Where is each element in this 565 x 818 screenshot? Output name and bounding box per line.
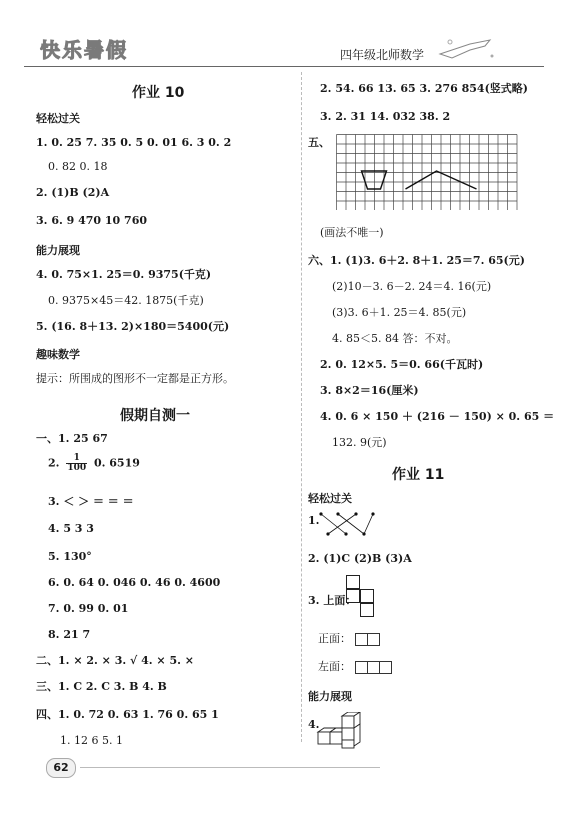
hw10-line-7: 5. (16. 8＋13. 2)×180＝5400(元) bbox=[36, 320, 230, 333]
hw11-title: 作业 11 bbox=[392, 467, 445, 483]
test1-line-12: 1. 12 6 5. 1 bbox=[60, 734, 123, 747]
front-view-shape bbox=[355, 632, 379, 646]
hw10-hint: 提示：所围成的图形不一定都是正方形。 bbox=[36, 372, 234, 385]
test1-line-8: 8. 21 7 bbox=[48, 628, 91, 641]
hw11-q3: 3. 上面： bbox=[308, 594, 357, 607]
test1-line-4: 4. 5 3 3 bbox=[48, 522, 94, 535]
right-line-3: 五、 bbox=[308, 136, 330, 149]
test1-line-7: 7. 0. 99 0. 01 bbox=[48, 602, 129, 615]
test1-title: 假期自测一 bbox=[120, 408, 190, 424]
footer-rule bbox=[80, 767, 380, 768]
test1-line-1: 一、1. 25 67 bbox=[36, 432, 108, 445]
right-line-5: 六、1. (1)3. 6＋2. 8＋1. 25＝7. 65(元) bbox=[308, 254, 525, 267]
section-fun-math: 趣味数学 bbox=[36, 348, 80, 361]
right-line-12: 132. 9(元) bbox=[332, 436, 387, 449]
hw10-line-4: 3. 6. 9 470 10 760 bbox=[36, 214, 147, 227]
right-line-8: 4. 85＜5. 84 答：不对。 bbox=[332, 332, 458, 345]
top-view-shape bbox=[346, 575, 376, 619]
cube-stack-drawing bbox=[312, 712, 372, 754]
hw11-q2: 2. (1)C (2)B (3)A bbox=[308, 552, 412, 565]
section-easy-1: 轻松过关 bbox=[36, 112, 80, 125]
left-view-row: 左面： bbox=[318, 660, 391, 674]
hw10-line-3: 2. (1)B (2)A bbox=[36, 186, 110, 199]
section-ability-1: 能力展现 bbox=[36, 244, 80, 257]
test1-line-11: 四、1. 0. 72 0. 63 1. 76 0. 65 1 bbox=[36, 708, 219, 721]
section-easy-2: 轻松过关 bbox=[308, 492, 352, 505]
test1-line-3: 3. ＜ ＞ ＝ ＝ ＝ bbox=[48, 495, 134, 508]
grid-drawing bbox=[336, 134, 526, 210]
right-line-4: (画法不唯一) bbox=[320, 226, 384, 239]
test1-line-9: 二、1. × 2. × 3. √ 4. × 5. × bbox=[36, 654, 194, 667]
column-divider bbox=[301, 72, 302, 742]
right-line-6: (2)10－3. 6－2. 24＝4. 16(元) bbox=[332, 280, 492, 293]
hw11-q4: 4. bbox=[308, 718, 320, 731]
hw10-line-1: 1. 0. 25 7. 35 0. 5 0. 01 6. 3 0. 2 bbox=[36, 136, 232, 149]
right-line-2: 3. 2. 31 14. 032 38. 2 bbox=[320, 110, 451, 123]
hw10-line-6: 0. 9375×45＝42. 1875(千克) bbox=[48, 294, 204, 307]
airplane-icon bbox=[430, 30, 500, 66]
test1-line-6: 6. 0. 64 0. 046 0. 46 0. 4600 bbox=[48, 576, 221, 589]
right-line-9: 2. 0. 12×5. 5＝0. 66(千瓦时) bbox=[320, 358, 484, 371]
right-line-1: 2. 54. 66 13. 65 3. 276 854(竖式略) bbox=[320, 82, 528, 95]
header-rule bbox=[24, 66, 544, 67]
right-line-10: 3. 8×2＝16(厘米) bbox=[320, 384, 419, 397]
right-line-7: (3)3. 6＋1. 25＝4. 85(元) bbox=[332, 306, 467, 319]
header-subtitle: 四年级北师数学 bbox=[340, 48, 425, 62]
hw10-title: 作业 10 bbox=[132, 85, 185, 101]
matching-lines bbox=[318, 510, 378, 540]
left-view-shape bbox=[355, 660, 391, 674]
hw11-q1: 1. bbox=[308, 514, 320, 527]
test1-line-10: 三、1. C 2. C 3. B 4. B bbox=[36, 680, 167, 693]
front-view-row: 正面： bbox=[318, 632, 379, 646]
hw10-line-2: 0. 82 0. 18 bbox=[48, 160, 108, 173]
page-number: 62 bbox=[46, 758, 76, 778]
header-title: 快乐暑假 bbox=[40, 38, 128, 62]
right-line-11: 4. 0. 6 × 150 ＋ (216 － 150) × 0. 65 ＝ bbox=[320, 410, 555, 423]
hw10-line-5: 4. 0. 75×1. 25＝0. 9375(千克) bbox=[36, 268, 212, 281]
fraction: $\frac{1}{100}$ bbox=[67, 453, 87, 473]
test1-line-2: 2. $\frac{1}{100}$ 0. 6519 bbox=[48, 453, 140, 473]
test1-line-5: 5. 130° bbox=[48, 550, 92, 563]
section-ability-2: 能力展现 bbox=[308, 690, 352, 703]
